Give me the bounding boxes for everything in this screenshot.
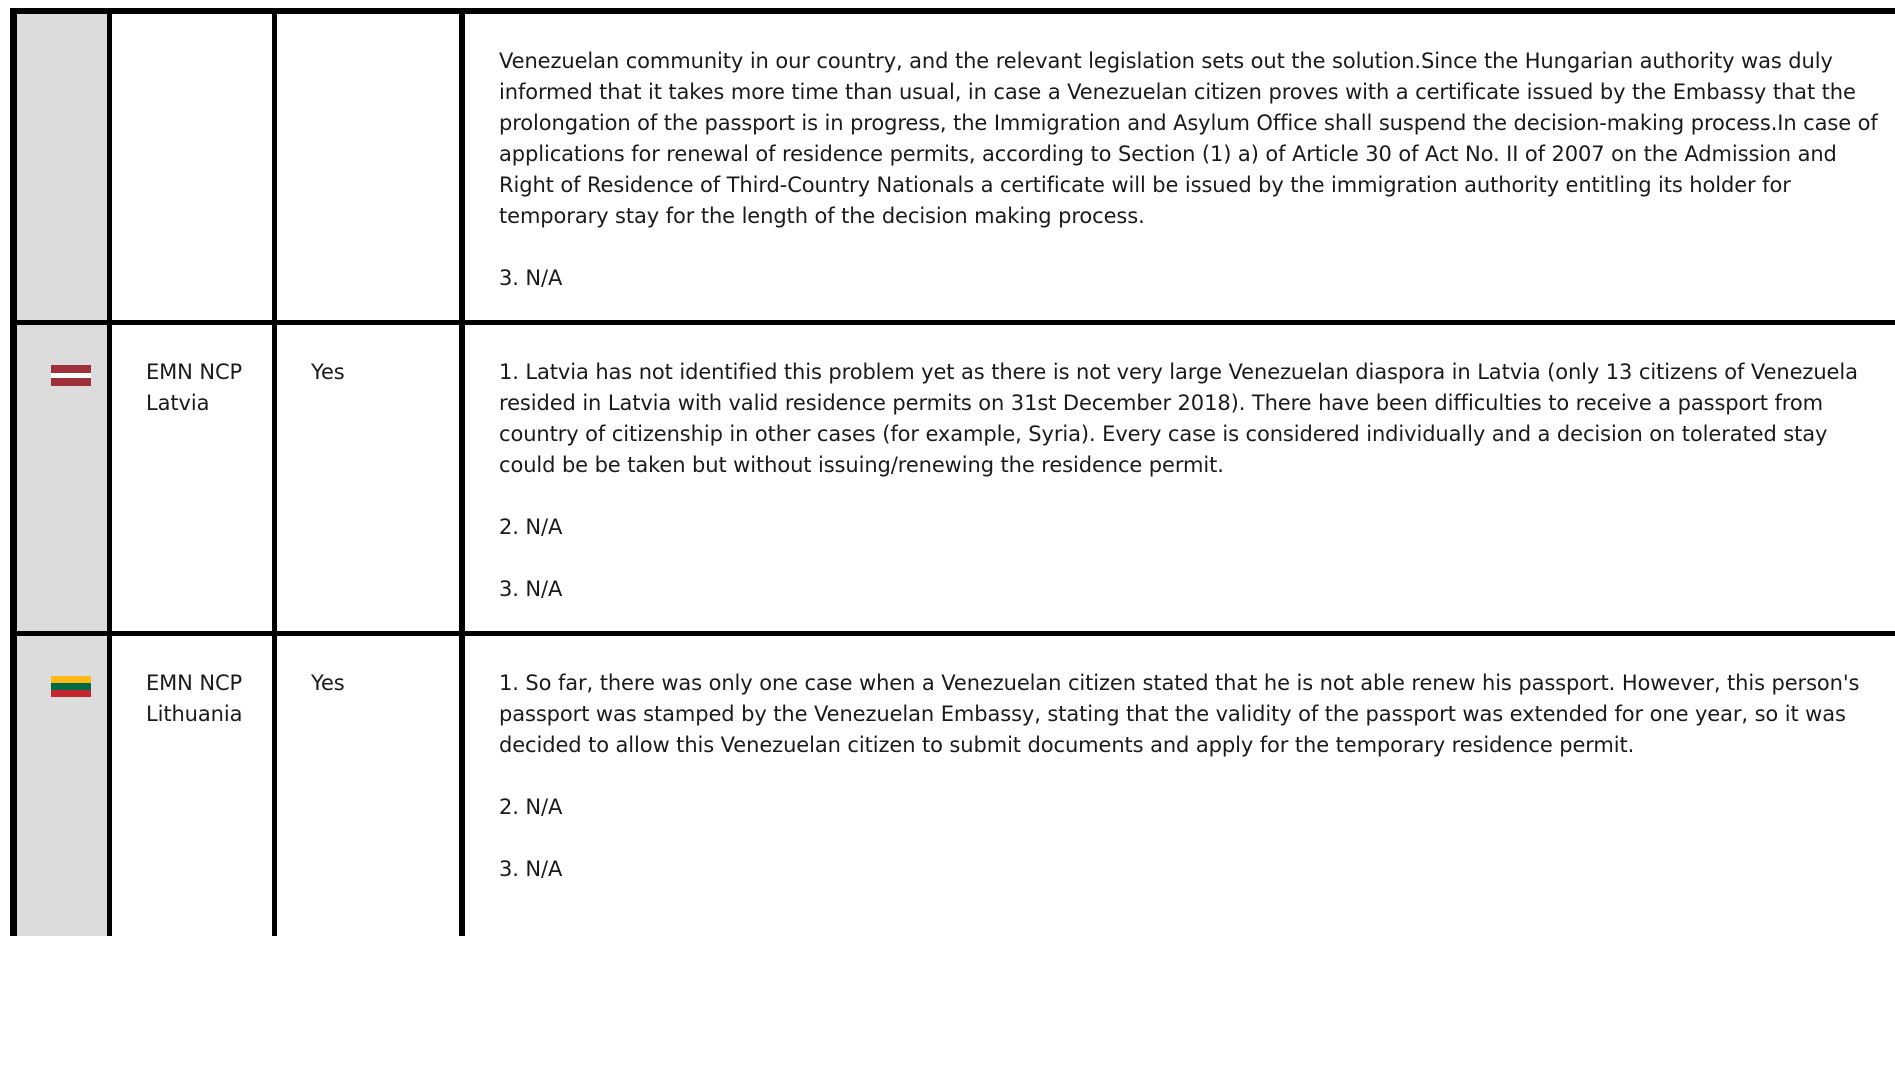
ncp-cell	[110, 11, 275, 323]
response-paragraph: 2. N/A	[499, 795, 563, 819]
answer-label: Yes	[311, 671, 345, 695]
response-paragraph: Venezuelan community in our country, and the relevant legislation sets out the solution.Since the Hungarian authority was duly informed that it takes more time than usual, in case a Venezuelan citizen proves with a certificate issued by the Embassy that the prolongation of the passport is in progress, the Immigration and Asylum Office shall suspend the decision-making process.In case of applications for renewal of residence permits, according to Section (1) a) of Article 30 of Act No. II of 2007 on the Admission and Right of Residence of Third-Country Nationals a certificate will be issued by the immigration authority entitling its holder for temporary stay for the length of the decision making process.	[499, 49, 1878, 228]
table-row	[14, 11, 1895, 323]
response-paragraph: 3. N/A	[499, 577, 563, 601]
answer-label	[277, 14, 459, 46]
response-cell	[462, 323, 1895, 634]
flag-cell	[14, 634, 110, 937]
response-paragraph: 1. So far, there was only one case when a Venezuelan citizen stated that he is not able renew his passport. However, this person's passport was stamped by the Venezuelan Embassy, stating that the validity of the passport was extended for one year, so it was decided to allow this Venezuelan citizen to submit documents and apply for the temporary residence permit.	[499, 671, 1860, 757]
answer-cell	[275, 323, 463, 634]
response-cell	[462, 634, 1895, 937]
response-paragraph: 1. Latvia has not identified this problem yet as there is not very large Venezuelan diaspora in Latvia (only 13 citizens of Venezuela resided in Latvia with valid residence permits on 31st December 2018). There have been difficulties to receive a passport from country of citizenship in other cases (for example, Syria). Every case is considered individually and a decision on tolerated stay could be be taken but without issuing/renewing the residence permit.	[499, 360, 1858, 477]
table-row	[14, 634, 1895, 937]
response-paragraph: 3. N/A	[499, 857, 563, 881]
answer-cell	[275, 11, 463, 323]
lithuania-flag-icon	[51, 676, 91, 697]
answer-label: Yes	[311, 360, 345, 384]
ncp-cell	[110, 634, 275, 937]
table-row	[14, 323, 1895, 634]
latvia-flag-icon	[51, 365, 91, 386]
flag-cell	[14, 323, 110, 634]
response-paragraph: 2. N/A	[499, 515, 563, 539]
ncp-label: EMN NCP Lithuania	[146, 671, 243, 726]
response-paragraph: 3. N/A	[499, 266, 563, 290]
ncp-label	[112, 14, 272, 46]
ncp-label: EMN NCP Latvia	[146, 360, 243, 415]
flag-cell	[14, 11, 110, 323]
response-cell	[462, 11, 1895, 323]
ncp-cell	[110, 323, 275, 634]
answer-cell	[275, 634, 463, 937]
country-responses-table	[10, 8, 1895, 936]
